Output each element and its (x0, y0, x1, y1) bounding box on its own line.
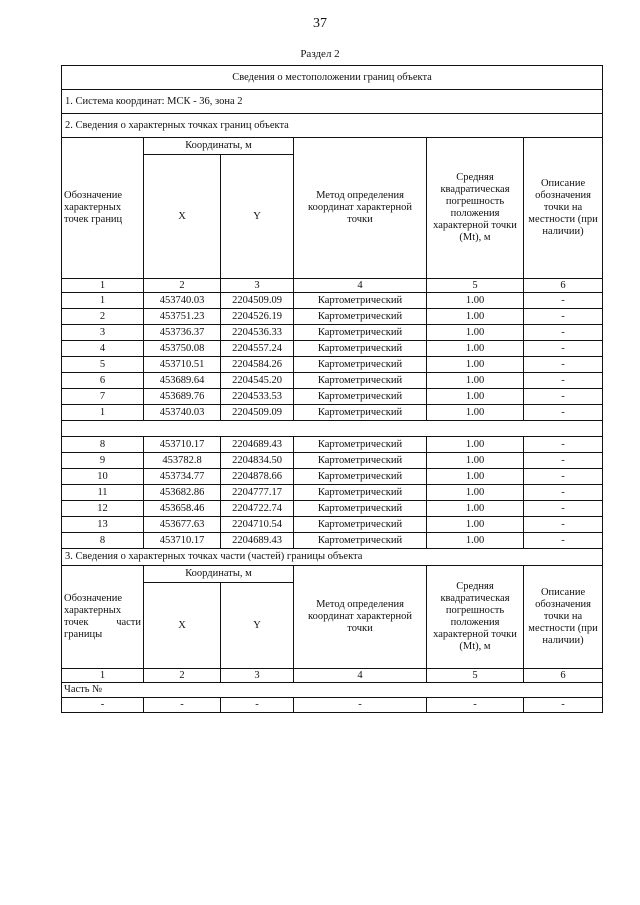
cell-y: 2204878.66 (221, 469, 294, 485)
part-cell: - (524, 698, 603, 713)
header-description: Описание обозначения точки на местности (при наличии) (524, 138, 603, 279)
part-cell: - (294, 698, 427, 713)
cell-x: 453751.23 (144, 309, 221, 325)
cell-x: 453750.08 (144, 341, 221, 357)
cell-y: 2204689.43 (221, 533, 294, 549)
coordinate-system: 1. Система координат: МСК - 36, зона 2 (62, 90, 603, 114)
col-number: 6 (524, 279, 603, 293)
part-cell: - (144, 698, 221, 713)
cell-mt: 1.00 (427, 341, 524, 357)
cell-x: 453682.86 (144, 485, 221, 501)
col-number: 2 (144, 279, 221, 293)
cell-y: 2204545.20 (221, 373, 294, 389)
cell-desc: - (524, 405, 603, 421)
cell-x: 453734.77 (144, 469, 221, 485)
table-row (62, 357, 603, 373)
header3-accuracy: Средняя квадратическая погрешность положения характерной точки (Mt), м (427, 566, 524, 669)
cell-mt: 1.00 (427, 325, 524, 341)
cell-mt: 1.00 (427, 485, 524, 501)
table-row (62, 341, 603, 357)
header-point-label: Обозначение характерных точек границ (62, 138, 144, 279)
cell-x: 453710.51 (144, 357, 221, 373)
cell-desc: - (524, 325, 603, 341)
header-coordinates: Координаты, м (144, 138, 294, 155)
cell-desc: - (524, 373, 603, 389)
cell-mt: 1.00 (427, 293, 524, 309)
cell-mt: 1.00 (427, 501, 524, 517)
section-2-title: 2. Сведения о характерных точках границ объекта (62, 114, 603, 138)
cell-mt: 1.00 (427, 309, 524, 325)
table-title: Сведения о местоположении границ объекта (62, 66, 603, 90)
part-cell: - (62, 698, 144, 713)
header3-point-label-line: границы (64, 629, 103, 640)
col-number: 5 (427, 669, 524, 683)
cell-desc: - (524, 357, 603, 373)
table-row (62, 293, 603, 309)
cell-y: 2204533.53 (221, 389, 294, 405)
col-number: 3 (221, 279, 294, 293)
cell-method: Картометрический (294, 341, 427, 357)
page-number: 37 (313, 16, 327, 31)
header3-point-label-line: характерных (64, 605, 122, 616)
cell-method: Картометрический (294, 437, 427, 453)
table-row (62, 453, 603, 469)
cell-mt: 1.00 (427, 357, 524, 373)
cell-desc: - (524, 485, 603, 501)
cell-y: 2204584.26 (221, 357, 294, 373)
cell-desc: - (524, 453, 603, 469)
cell-x: 453658.46 (144, 501, 221, 517)
header3-y: Y (221, 583, 294, 669)
cell-method: Картометрический (294, 405, 427, 421)
cell-x: 453740.03 (144, 405, 221, 421)
table-row (62, 469, 603, 485)
cell-desc: - (524, 293, 603, 309)
table-row (62, 437, 603, 453)
cell-n: 1 (62, 405, 144, 421)
cell-y: 2204509.09 (221, 405, 294, 421)
cell-n: 9 (62, 453, 144, 469)
cell-desc: - (524, 341, 603, 357)
cell-desc: - (524, 517, 603, 533)
cell-mt: 1.00 (427, 517, 524, 533)
cell-desc: - (524, 437, 603, 453)
cell-mt: 1.00 (427, 405, 524, 421)
col-number: 1 (62, 279, 144, 293)
cell-mt: 1.00 (427, 437, 524, 453)
cell-method: Картометрический (294, 469, 427, 485)
cell-y: 2204722.74 (221, 501, 294, 517)
header3-point-label (62, 566, 144, 669)
header3-method: Метод определения координат характерной точки (294, 566, 427, 669)
table-row (62, 389, 603, 405)
cell-n: 13 (62, 517, 144, 533)
boundary-table (61, 65, 603, 713)
cell-x: 453710.17 (144, 533, 221, 549)
table-row (62, 405, 603, 421)
cell-n: 10 (62, 469, 144, 485)
cell-x: 453736.37 (144, 325, 221, 341)
table-row (62, 373, 603, 389)
header-y: Y (221, 155, 294, 279)
cell-method: Картометрический (294, 517, 427, 533)
table-row (62, 517, 603, 533)
header3-point-label-line: точек части (64, 617, 141, 628)
cell-mt: 1.00 (427, 453, 524, 469)
cell-mt: 1.00 (427, 469, 524, 485)
cell-y: 2204509.09 (221, 293, 294, 309)
table-row (62, 533, 603, 549)
cell-method: Картометрический (294, 485, 427, 501)
header3-description: Описание обозначения точки на местности (при наличии) (524, 566, 603, 669)
column-numbers-row (62, 279, 603, 293)
part-row (62, 698, 603, 713)
col-number: 6 (524, 669, 603, 683)
cell-desc: - (524, 501, 603, 517)
cell-x: 453710.17 (144, 437, 221, 453)
header3-x: X (144, 583, 221, 669)
cell-method: Картометрический (294, 389, 427, 405)
cell-mt: 1.00 (427, 389, 524, 405)
cell-method: Картометрический (294, 357, 427, 373)
cell-x: 453689.64 (144, 373, 221, 389)
table-row (62, 485, 603, 501)
cell-method: Картометрический (294, 309, 427, 325)
cell-desc: - (524, 309, 603, 325)
cell-x: 453782.8 (144, 453, 221, 469)
section-3-title: 3. Сведения о характерных точках части (частей) границы объекта (62, 549, 603, 566)
part-cell: - (427, 698, 524, 713)
col-number: 4 (294, 279, 427, 293)
cell-desc: - (524, 533, 603, 549)
cell-y: 2204526.19 (221, 309, 294, 325)
cell-n: 8 (62, 437, 144, 453)
cell-n: 12 (62, 501, 144, 517)
cell-y: 2204710.54 (221, 517, 294, 533)
cell-n: 5 (62, 357, 144, 373)
cell-y: 2204536.33 (221, 325, 294, 341)
cell-n: 1 (62, 293, 144, 309)
header-x: X (144, 155, 221, 279)
cell-mt: 1.00 (427, 533, 524, 549)
group-separator-row (62, 421, 603, 437)
cell-n: 11 (62, 485, 144, 501)
cell-method: Картометрический (294, 453, 427, 469)
col-number: 3 (221, 669, 294, 683)
cell-x: 453740.03 (144, 293, 221, 309)
cell-n: 8 (62, 533, 144, 549)
cell-y: 2204834.50 (221, 453, 294, 469)
col-number: 1 (62, 669, 144, 683)
section-label: Раздел 2 (300, 48, 340, 60)
cell-x: 453677.63 (144, 517, 221, 533)
cell-n: 2 (62, 309, 144, 325)
col-number: 4 (294, 669, 427, 683)
cell-n: 7 (62, 389, 144, 405)
cell-method: Картометрический (294, 501, 427, 517)
table-row (62, 501, 603, 517)
col-number: 5 (427, 279, 524, 293)
cell-n: 6 (62, 373, 144, 389)
cell-y: 2204777.17 (221, 485, 294, 501)
part-cell: - (221, 698, 294, 713)
column-numbers-row-3 (62, 669, 603, 683)
cell-n: 3 (62, 325, 144, 341)
col-number: 2 (144, 669, 221, 683)
header-method: Метод определения координат характерной точки (294, 138, 427, 279)
cell-x: 453689.76 (144, 389, 221, 405)
cell-method: Картометрический (294, 325, 427, 341)
cell-desc: - (524, 469, 603, 485)
cell-method: Картометрический (294, 293, 427, 309)
part-label: Часть № (62, 683, 603, 698)
cell-y: 2204689.43 (221, 437, 294, 453)
cell-desc: - (524, 389, 603, 405)
cell-y: 2204557.24 (221, 341, 294, 357)
table-row (62, 325, 603, 341)
header-accuracy: Средняя квадратическая погрешность положения характерной точки (Mt), м (427, 138, 524, 279)
header3-point-label-line: Обозначение (64, 593, 123, 604)
table-row (62, 309, 603, 325)
cell-method: Картометрический (294, 373, 427, 389)
cell-mt: 1.00 (427, 373, 524, 389)
cell-n: 4 (62, 341, 144, 357)
cell-method: Картометрический (294, 533, 427, 549)
header3-coordinates: Координаты, м (144, 566, 294, 583)
